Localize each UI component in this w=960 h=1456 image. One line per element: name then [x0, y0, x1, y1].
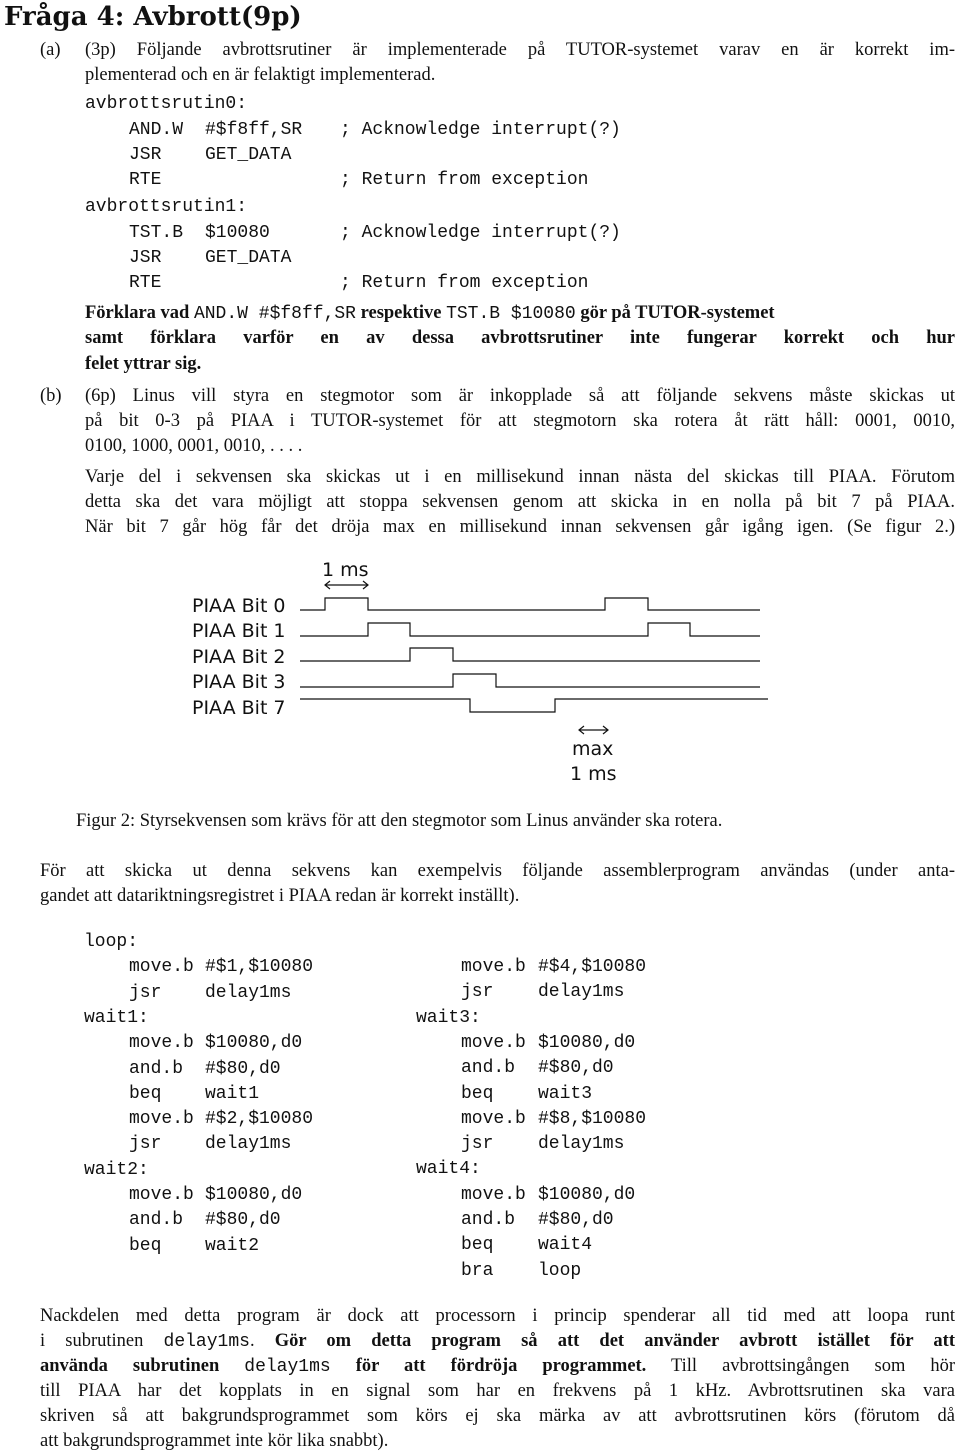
waveform-bit2: [300, 648, 760, 661]
question-text-2: respektive: [355, 303, 447, 323]
code-comment: ; Return from exception: [340, 170, 589, 190]
code-comment: ; Return from exception: [340, 273, 589, 293]
final-bold-b: för att fördröja programmet.: [330, 1356, 647, 1376]
program-arg: delay1ms: [538, 982, 625, 1003]
final-text-c: Till avbrottsingången som hör: [646, 1356, 955, 1376]
program-arg: delay1ms: [205, 982, 292, 1003]
program-op: and.b: [461, 1210, 516, 1230]
program-arg: #$80,d0: [538, 1058, 614, 1079]
waveform-bit7: [300, 699, 768, 712]
final-para-line2: [40, 1329, 955, 1355]
program-op: and.b: [129, 1058, 184, 1079]
max-label: max: [572, 738, 614, 760]
code-op: AND.W: [129, 120, 184, 140]
program-intro-line1: För att skicka ut denna sekvens kan exempelvis följande assemblerprogram användas (under anta-: [40, 861, 955, 881]
program-op: move.b: [129, 1185, 194, 1205]
program-arg: delay1ms: [205, 1134, 292, 1155]
program-arg: wait3: [538, 1083, 593, 1104]
figure-caption: Figur 2: Styrsekvensen som krävs för att den stegmotor som Linus använder ska rotera.: [76, 811, 723, 831]
question-title: Fråga 4: Avbrott(9p): [4, 2, 302, 32]
program-label: wait3:: [416, 1007, 481, 1028]
question-text-1: Förklara vad: [85, 303, 194, 323]
part-a-intro-line2: plementerad och en är felaktigt implementerad.: [85, 65, 436, 85]
program-arg: delay1ms: [538, 1134, 625, 1155]
part-b-line1: (6p) Linus vill styra en stegmotor som är inkopplade så att följande sekvens måste skickas ut: [85, 386, 955, 406]
program-op: move.b: [461, 1108, 526, 1129]
question-code-tst: TST.B $10080: [446, 304, 576, 324]
code-comment: ; Acknowledge interrupt(?): [340, 120, 621, 140]
program-arg: wait1: [205, 1083, 260, 1104]
program-op: move.b: [461, 1184, 526, 1205]
final-text-b: .: [249, 1331, 275, 1351]
final-para-line1: Nackdelen med detta program är dock att processorn i princip spenderar all tid med att loopa runt: [40, 1306, 955, 1326]
final-para-line3: [40, 1354, 955, 1380]
program-op: and.b: [129, 1210, 184, 1231]
program-arg: $10080,d0: [538, 1032, 636, 1053]
program-arg: #$80,d0: [205, 1058, 281, 1079]
program-arg: #$80,d0: [205, 1210, 281, 1231]
code-op: JSR: [129, 248, 162, 268]
code-arg: GET_DATA: [205, 248, 292, 268]
routine0-label: avbrottsrutin0:: [85, 94, 248, 114]
question-code-and: AND.W #$f8ff,SR: [193, 304, 356, 324]
signal-label-bit7: PIAA Bit 7: [192, 697, 286, 719]
program-arg: $10080,d0: [538, 1184, 636, 1205]
program-op: move.b: [129, 957, 194, 978]
final-bold-a: använda subrutinen: [40, 1356, 245, 1376]
program-label: loop:: [84, 932, 139, 952]
final-text-a: i subrutinen: [40, 1331, 164, 1351]
program-label: wait1:: [84, 1007, 149, 1028]
program-intro-line2: gandet att datariktningsregistret i PIAA redan är korrekt inställt).: [40, 886, 520, 906]
waveform-bit0: [300, 598, 760, 610]
code-op: RTE: [129, 273, 162, 293]
one-ms-arrow: [325, 581, 368, 589]
part-a-label: (a): [40, 40, 61, 60]
part-b-line4: Varje del i sekvensen ska skickas ut i en millisekund innan nästa del skickas till PIAA. Förutom: [85, 467, 955, 487]
program-label: wait4:: [416, 1159, 481, 1180]
part-b-line6: När bit 7 går hög får det dröja max en millisekund innan sekvensen går igång igen. (Se figur 2.): [85, 517, 955, 537]
program-arg: #$80,d0: [538, 1210, 614, 1230]
code-arg: GET_DATA: [205, 145, 292, 165]
program-arg: $10080,d0: [205, 1033, 303, 1054]
part-b-line5: detta ska det vara möjligt att stoppa sekvensen genom att skicka in en nolla på bit 7 på PIAA.: [85, 492, 955, 512]
max-delay-arrow: [579, 726, 608, 734]
code-arg: #$f8ff,SR: [205, 120, 303, 140]
final-para-line5: skriven så att bakgrundsprogrammet som körs ej ska märka av att avbrottsrutinen körs (förutom då: [40, 1406, 955, 1426]
program-arg: #$2,$10080: [205, 1109, 314, 1130]
program-op: beq: [461, 1235, 494, 1256]
routine1-label: avbrottsrutin1:: [85, 197, 248, 217]
program-op: bra: [461, 1260, 494, 1281]
code-op: TST.B: [129, 223, 184, 243]
waveform-bit1: [300, 623, 760, 636]
program-op: jsr: [129, 982, 162, 1003]
one-ms-label: 1 ms: [322, 559, 369, 581]
final-bold-instruction: Gör om detta program så att det använder avbrott istället för att: [274, 1331, 956, 1351]
program-op: beq: [129, 1235, 162, 1256]
final-code-delay2: delay1ms: [244, 1357, 331, 1377]
program-arg: loop: [538, 1260, 582, 1281]
program-op: jsr: [129, 1134, 162, 1155]
signal-label-bit3: PIAA Bit 3: [192, 671, 286, 693]
program-arg: #$8,$10080: [538, 1108, 647, 1129]
program-op: move.b: [129, 1033, 194, 1054]
part-b-line3: 0100, 1000, 0001, 0010, . . . .: [85, 436, 303, 456]
part-a-question-line1: [85, 301, 775, 327]
program-arg: #$1,$10080: [205, 957, 314, 978]
part-b-line2: på bit 0-3 på PIAA i TUTOR-systemet för att stegmotorn ska rotera åt rätt håll: 0001, 0010,: [85, 411, 955, 431]
program-op: move.b: [129, 1109, 194, 1130]
program-op: and.b: [461, 1058, 516, 1079]
part-a-question-line3: felet yttrar sig.: [85, 354, 202, 374]
program-op: beq: [129, 1083, 162, 1104]
program-arg: wait4: [538, 1235, 593, 1256]
final-code-delay1: delay1ms: [163, 1332, 250, 1352]
program-arg: #$4,$10080: [538, 957, 647, 977]
signal-label-bit0: PIAA Bit 0: [192, 595, 286, 617]
signal-label-bit2: PIAA Bit 2: [192, 646, 286, 668]
max-1ms-label: 1 ms: [570, 763, 617, 785]
program-op: jsr: [461, 1134, 494, 1155]
part-a-question-line2: samt förklara varför en av dessa avbrottsrutiner inte fungerar korrekt och hur: [85, 328, 955, 348]
question-text-3: gör på TUTOR-systemet: [575, 303, 775, 323]
program-op: jsr: [461, 982, 494, 1003]
program-arg: $10080,d0: [205, 1185, 303, 1205]
part-a-intro-line1: (3p) Följande avbrottsrutiner är implementerade på TUTOR-systemet varav en är korrekt im-: [85, 40, 955, 60]
part-b-label: (b): [40, 386, 62, 406]
code-op: RTE: [129, 170, 162, 190]
waveform-bit3: [300, 674, 760, 687]
final-para-line6: att bakgrundsprogrammet inte kör lika snabbt).: [40, 1431, 389, 1451]
final-para-line4: till PIAA har det kopplats in en signal som har en frekvens på 1 kHz. Avbrottsrutinen ska vara: [40, 1381, 955, 1401]
code-op: JSR: [129, 145, 162, 165]
program-label: wait2:: [84, 1159, 149, 1180]
signal-label-bit1: PIAA Bit 1: [192, 620, 286, 642]
timing-diagram: [0, 550, 960, 800]
program-op: move.b: [461, 957, 526, 977]
code-comment: ; Acknowledge interrupt(?): [340, 223, 621, 243]
program-arg: wait2: [205, 1235, 260, 1256]
program-op: move.b: [461, 1032, 526, 1053]
code-arg: $10080: [205, 223, 270, 243]
program-op: beq: [461, 1083, 494, 1104]
